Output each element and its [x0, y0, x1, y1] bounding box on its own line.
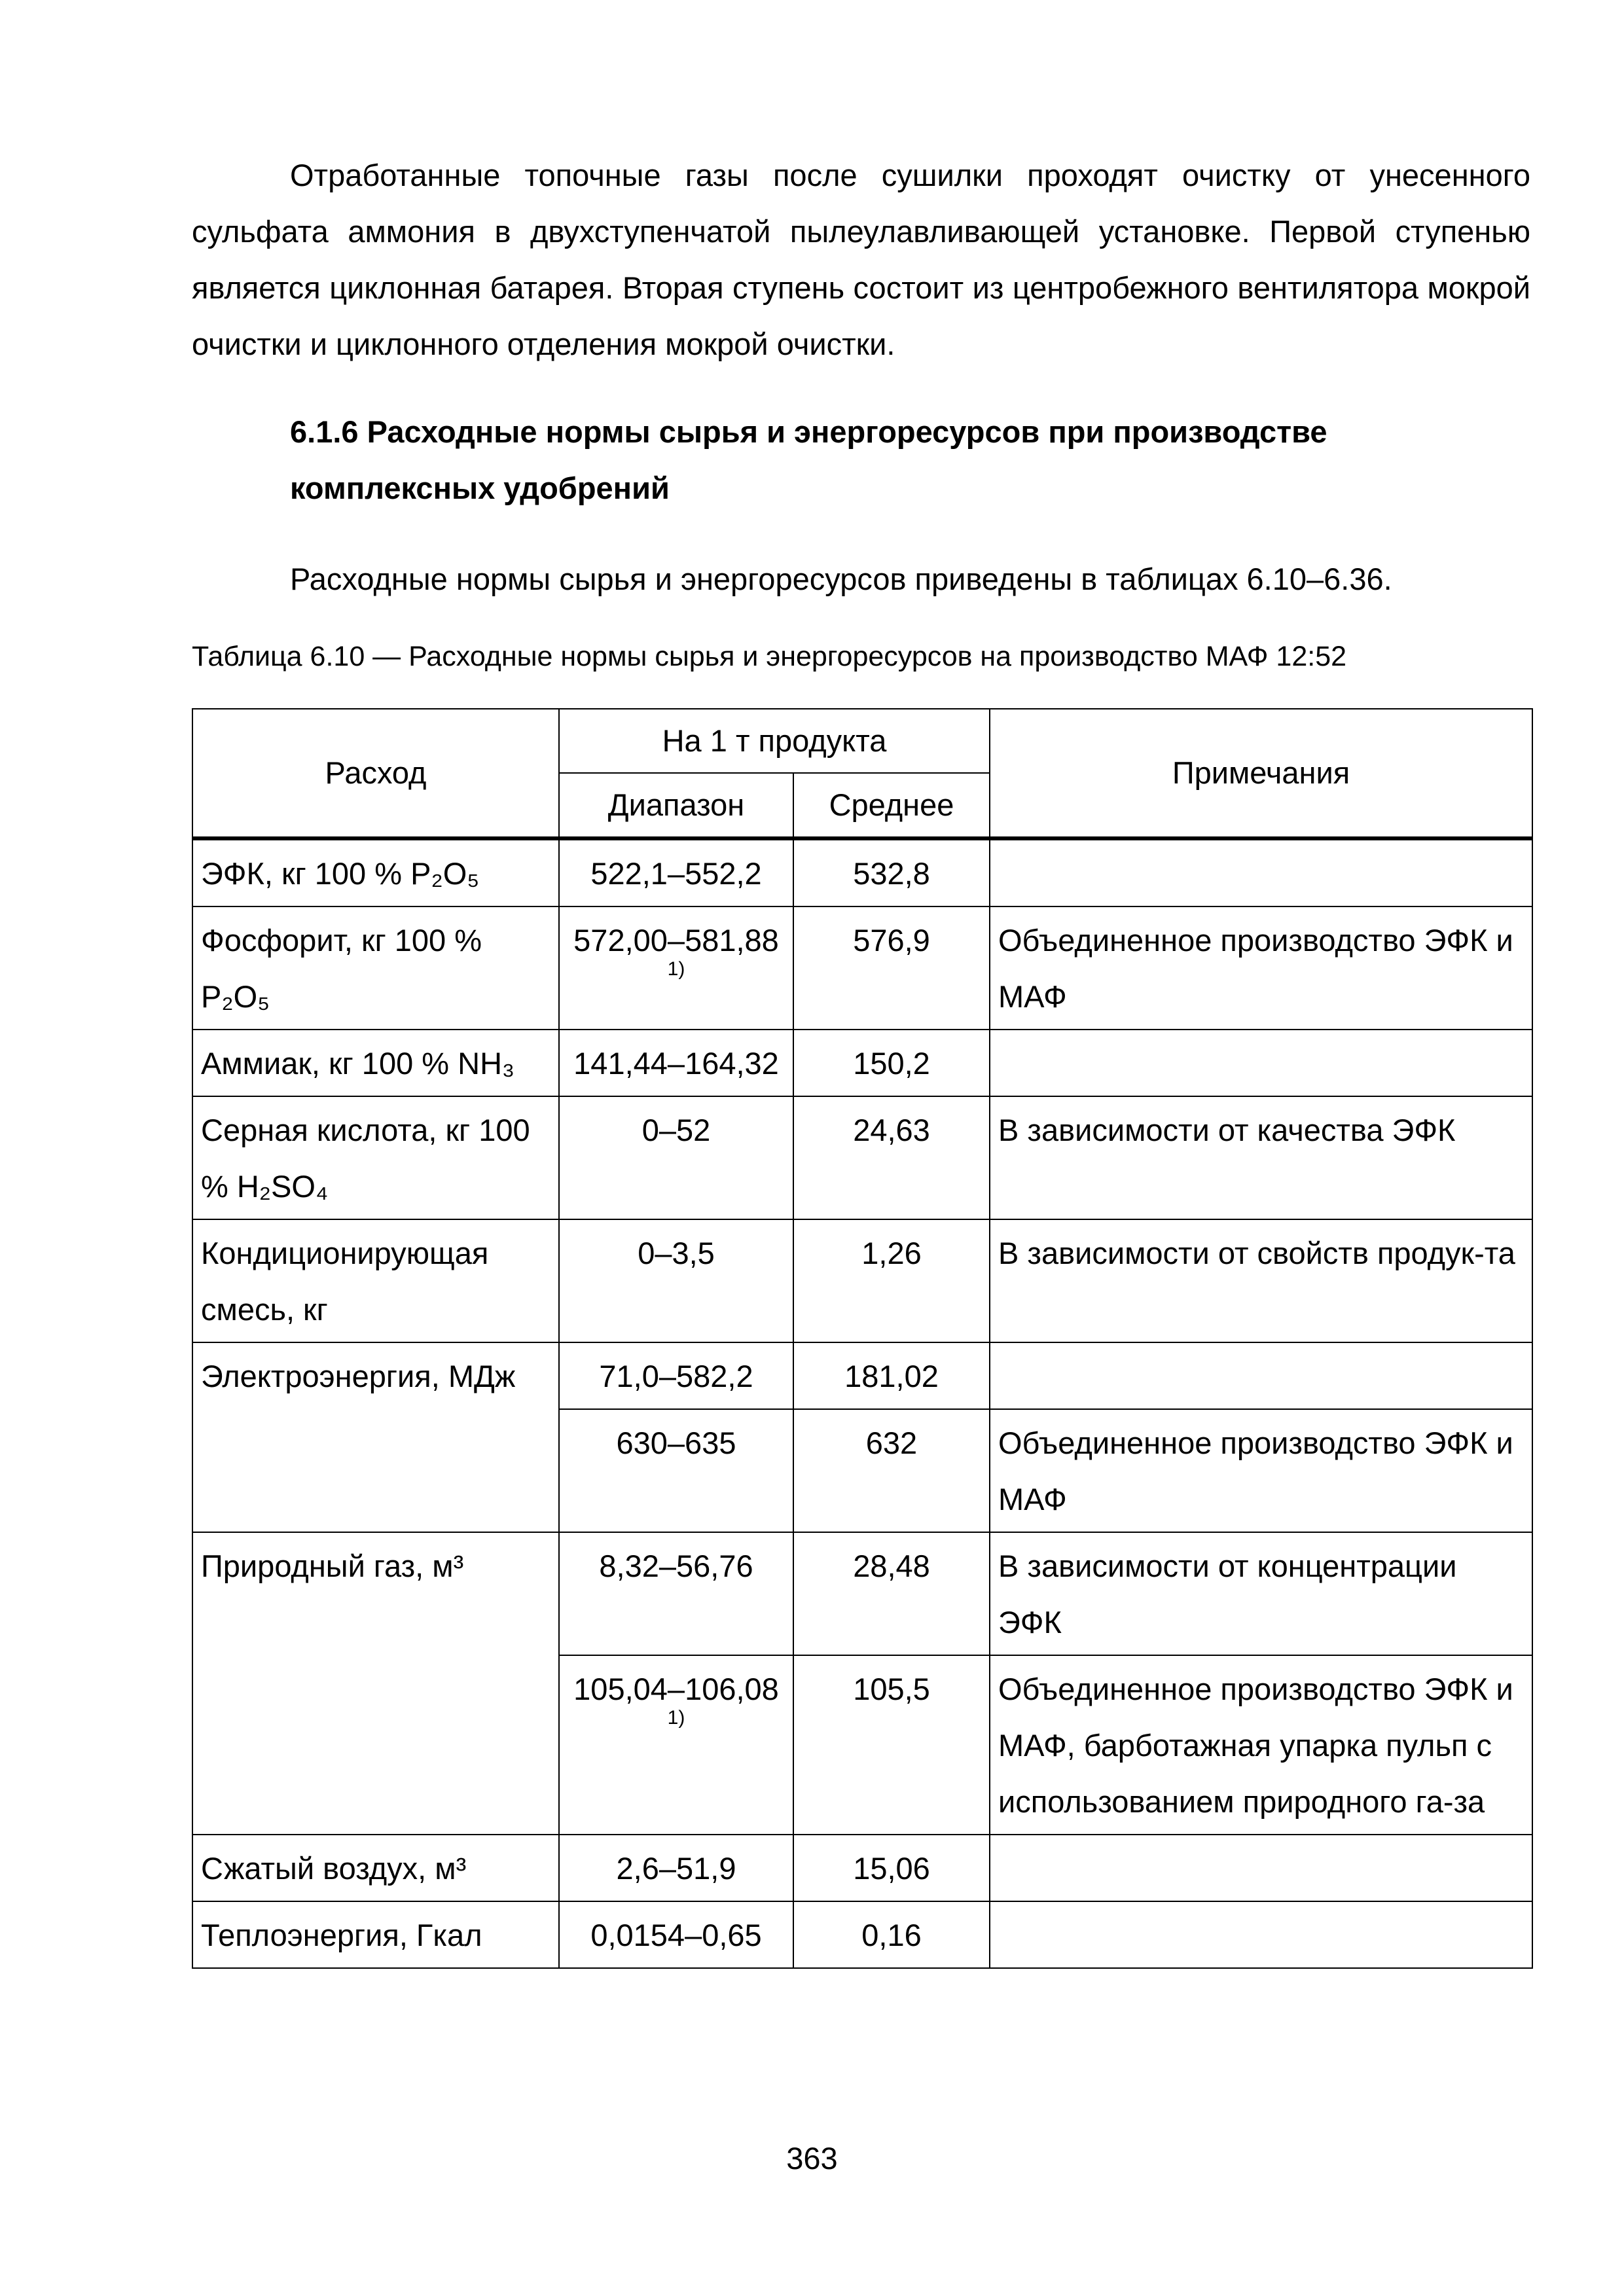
table-row — [192, 1219, 1532, 1342]
row-range: 141,44–164,32 — [559, 1030, 793, 1096]
row-name: Аммиак, кг 100 % NH₃ — [192, 1030, 559, 1096]
row-average: 632 — [793, 1409, 990, 1532]
row-note: В зависимости от качества ЭФК — [990, 1096, 1532, 1219]
row-range-cell — [559, 906, 793, 1030]
header-notes: Примечания — [990, 709, 1532, 838]
row-range: 572,00–581,88 — [573, 923, 779, 958]
row-average: 28,48 — [793, 1532, 990, 1655]
row-average: 15,06 — [793, 1835, 990, 1901]
row-range: 71,0–582,2 — [559, 1342, 793, 1409]
row-note — [990, 1835, 1532, 1901]
row-average: 576,9 — [793, 906, 990, 1030]
row-note — [990, 1342, 1532, 1409]
row-range: 0–52 — [559, 1096, 793, 1219]
row-range-cell — [559, 1655, 793, 1835]
row-note: В зависимости от концентрации ЭФК — [990, 1532, 1532, 1655]
row-name: Фосфорит, кг 100 % P₂O₅ — [192, 906, 559, 1030]
row-name: Серная кислота, кг 100 % H₂SO₄ — [192, 1096, 559, 1219]
header-expense: Расход — [192, 709, 559, 838]
footnote-marker: 1) — [667, 958, 685, 980]
row-average: 1,26 — [793, 1219, 990, 1342]
table-row — [192, 1901, 1532, 1968]
section-heading: 6.1.6 Расходные нормы сырья и энергоресурсов при производстве комплексных удобрений — [290, 414, 1327, 505]
header-range: Диапазон — [559, 773, 793, 838]
row-average: 0,16 — [793, 1901, 990, 1968]
row-average: 150,2 — [793, 1030, 990, 1096]
header-average: Среднее — [793, 773, 990, 838]
row-name: Природный газ, м³ — [192, 1532, 559, 1835]
table-row — [192, 1532, 1532, 1655]
row-note — [990, 838, 1532, 906]
row-range: 0–3,5 — [559, 1219, 793, 1342]
row-note — [990, 1030, 1532, 1096]
row-average: 532,8 — [793, 838, 990, 906]
table-row — [192, 906, 1532, 1030]
row-name: ЭФК, кг 100 % P₂O₅ — [192, 838, 559, 906]
row-note: Объединенное производство ЭФК и МАФ, барботажная упарка пульп с использованием природного га-за — [990, 1655, 1532, 1835]
row-note: В зависимости от свойств продук-та — [990, 1219, 1532, 1342]
row-note: Объединенное производство ЭФК и МАФ — [990, 906, 1532, 1030]
table-row — [192, 1096, 1532, 1219]
row-range: 2,6–51,9 — [559, 1835, 793, 1901]
row-range: 522,1–552,2 — [559, 838, 793, 906]
table-row — [192, 838, 1532, 906]
row-range: 8,32–56,76 — [559, 1532, 793, 1655]
footnote-marker: 1) — [667, 1707, 685, 1729]
row-average: 181,02 — [793, 1342, 990, 1409]
table-row — [192, 1030, 1532, 1096]
row-note: Объединенное производство ЭФК и МАФ — [990, 1409, 1532, 1532]
page-number: 363 — [786, 2141, 838, 2176]
row-name: Теплоэнергия, Гкал — [192, 1901, 559, 1968]
row-name: Электроэнергия, МДж — [192, 1342, 559, 1532]
row-range: 0,0154–0,65 — [559, 1901, 793, 1968]
header-per-ton: На 1 т продукта — [559, 709, 990, 773]
row-average: 24,63 — [793, 1096, 990, 1219]
row-name: Сжатый воздух, м³ — [192, 1835, 559, 1901]
row-range: 105,04–106,08 — [573, 1672, 779, 1706]
paragraph-dust-cleaning: Отработанные топочные газы после сушилки проходят очистку от унесенного сульфата аммония в двухступенчатой пылеулавливающей установке. Первой ступенью является циклонная батарея. Вторая ступень состоит из центробежного вентилятора мокрой очистки и циклонного отделения мокрой очистки. — [192, 158, 1530, 361]
table-caption: Таблица 6.10 — Расходные нормы сырья и энергоресурсов на производство МАФ 12:52 — [192, 641, 1347, 672]
table-row — [192, 1835, 1532, 1901]
table-row — [192, 1342, 1532, 1409]
row-average: 105,5 — [793, 1655, 990, 1835]
row-name: Кондиционирующая смесь, кг — [192, 1219, 559, 1342]
row-range: 630–635 — [559, 1409, 793, 1532]
row-note — [990, 1901, 1532, 1968]
consumption-norms-table — [192, 708, 1533, 1969]
intro-paragraph: Расходные нормы сырья и энергоресурсов приведены в таблицах 6.10–6.36. — [290, 562, 1392, 596]
